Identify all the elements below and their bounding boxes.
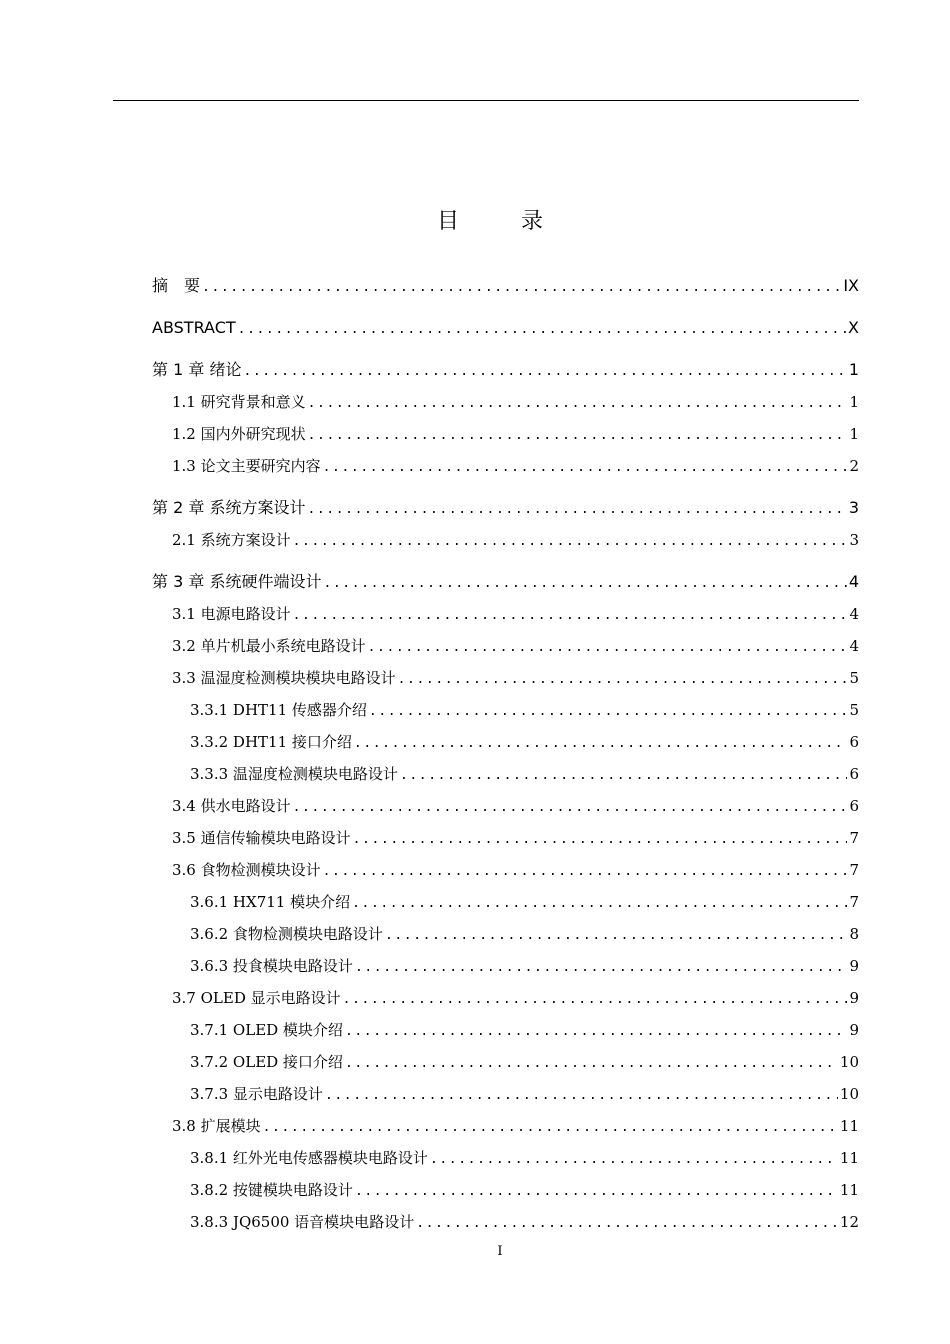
toc-dot-leader (354, 728, 848, 760)
toc-entry-page: IX (843, 276, 859, 295)
toc-entry-label: 1.3 论文主要研究内容 (172, 457, 321, 475)
toc-dot-leader (307, 494, 846, 526)
toc-entry-label: 3.2 单片机最小系统电路设计 (172, 637, 366, 655)
toc-dot-leader (355, 1176, 838, 1208)
toc-entry-label: 1.1 研究背景和意义 (172, 393, 306, 411)
toc-entry-page: 6 (849, 765, 859, 783)
toc-entry[interactable] (152, 822, 859, 854)
toc-entry-label: ABSTRACT (152, 318, 236, 337)
toc-dot-leader (355, 952, 848, 984)
toc-entry-page: 12 (839, 1213, 859, 1231)
toc-entry-label: 3.3.1 DHT11 传感器介绍 (190, 701, 367, 719)
toc-entry[interactable] (152, 1014, 859, 1046)
toc-dot-leader (369, 696, 848, 728)
toc-entry[interactable] (152, 790, 859, 822)
toc-entry-label: 3.6.1 HX711 模块介绍 (190, 893, 351, 911)
toc-entry-page: 3 (848, 498, 859, 517)
toc-entry-label: 3.4 供水电路设计 (172, 797, 291, 815)
toc-dot-leader (430, 1144, 838, 1176)
toc-entry-page: 8 (849, 925, 859, 943)
toc-dot-leader (353, 824, 848, 856)
toc-entry[interactable] (152, 758, 859, 790)
toc-entry[interactable] (152, 524, 859, 556)
toc-dot-leader (416, 1208, 838, 1240)
toc-entry-page: 9 (849, 1021, 859, 1039)
toc-entry[interactable] (152, 598, 859, 630)
toc-dot-leader (352, 888, 847, 920)
toc-entry-page: 7 (849, 861, 859, 879)
toc-entry-page: 9 (849, 989, 859, 1007)
toc-entry-page: 1 (849, 425, 859, 443)
toc-dot-leader (293, 600, 848, 632)
toc-entry-label: 第 3 章 系统硬件端设计 (152, 572, 322, 591)
toc-entry[interactable] (152, 854, 859, 886)
toc-entry-label: 3.6 食物检测模块设计 (172, 861, 321, 879)
toc-entry[interactable] (152, 1206, 859, 1238)
toc-entry[interactable] (152, 630, 859, 662)
toc-entry-page: 3 (849, 531, 859, 549)
toc-entry-label: 3.8.2 按键模块电路设计 (190, 1181, 353, 1199)
toc-entry-label: 3.7.2 OLED 接口介绍 (190, 1053, 343, 1071)
toc-dot-leader (343, 984, 848, 1016)
toc-entry-label: 3.3.2 DHT11 接口介绍 (190, 733, 352, 751)
toc-entry[interactable] (152, 492, 859, 524)
toc-dot-leader (202, 272, 841, 304)
toc-entry-page: 11 (839, 1149, 859, 1167)
toc-entry[interactable] (152, 1142, 859, 1174)
toc-entry-label: 第 2 章 系统方案设计 (152, 498, 306, 517)
toc-entry-label: 3.6.3 投食模块电路设计 (190, 957, 353, 975)
toc-entry-label: 3.7.1 OLED 模块介绍 (190, 1021, 343, 1039)
table-of-contents (152, 270, 859, 1238)
toc-entry-page: 11 (839, 1181, 859, 1199)
toc-title: 目 录 (436, 209, 563, 234)
toc-entry[interactable] (152, 354, 859, 386)
toc-entry[interactable] (152, 566, 859, 598)
toc-dot-leader (400, 760, 848, 792)
toc-entry-label: 3.8.3 JQ6500 语音模块电路设计 (190, 1213, 415, 1231)
toc-entry-label: 3.6.2 食物检测模块电路设计 (190, 925, 383, 943)
toc-entry-page: 4 (849, 605, 859, 623)
toc-entry-label: 第 1 章 绪论 (152, 360, 242, 379)
toc-dot-leader (345, 1016, 848, 1048)
toc-entry-page: 10 (839, 1053, 859, 1071)
toc-dot-leader (293, 526, 848, 558)
toc-entry-label: 3.5 通信传输模块电路设计 (172, 829, 351, 847)
toc-dot-leader (243, 356, 846, 388)
toc-entry-page: 6 (849, 797, 859, 815)
toc-entry-label: 3.1 电源电路设计 (172, 605, 291, 623)
toc-entry-page: 7 (849, 829, 859, 847)
toc-entry-page: 6 (849, 733, 859, 751)
toc-dot-leader (238, 314, 846, 346)
toc-dot-leader (308, 388, 848, 420)
toc-entry[interactable] (152, 450, 859, 482)
toc-entry-label: 3.3.3 温湿度检测模块电路设计 (190, 765, 398, 783)
header-rule (113, 100, 859, 101)
toc-entry-label: 3.7 OLED 显示电路设计 (172, 989, 341, 1007)
page-number: I (497, 1244, 503, 1259)
toc-entry[interactable] (152, 418, 859, 450)
toc-dot-leader (323, 856, 848, 888)
toc-entry-label: 3.3 温湿度检测模块模块电路设计 (172, 669, 396, 687)
toc-entry-page: 1 (848, 360, 859, 379)
toc-entry-page: 11 (839, 1117, 859, 1135)
toc-dot-leader (325, 1080, 838, 1112)
toc-entry-page: 9 (849, 957, 859, 975)
toc-entry-label: 3.8.1 红外光电传感器模块电路设计 (190, 1149, 428, 1167)
toc-dot-leader (368, 632, 848, 664)
toc-entry[interactable] (152, 662, 859, 694)
toc-entry[interactable] (152, 1078, 859, 1110)
toc-dot-leader (308, 420, 848, 452)
toc-entry[interactable] (152, 918, 859, 950)
toc-dot-leader (293, 792, 848, 824)
toc-entry[interactable] (152, 726, 859, 758)
toc-entry[interactable] (152, 1046, 859, 1078)
toc-dot-leader (345, 1048, 838, 1080)
toc-entry-page: X (848, 318, 859, 337)
toc-entry[interactable] (152, 982, 859, 1014)
toc-entry-page: 1 (849, 393, 859, 411)
toc-entry[interactable] (152, 1110, 859, 1142)
toc-dot-leader (323, 568, 846, 600)
toc-entry-label: 1.2 国内外研究现状 (172, 425, 306, 443)
toc-entry-label: 3.8 扩展模块 (172, 1117, 261, 1135)
toc-entry-page: 4 (848, 572, 859, 591)
toc-entry-page: 2 (849, 457, 859, 475)
toc-dot-leader (263, 1112, 838, 1144)
toc-entry-label: 3.7.3 显示电路设计 (190, 1085, 323, 1103)
toc-entry-page: 5 (849, 701, 859, 719)
toc-entry-page: 5 (849, 669, 859, 687)
toc-dot-leader (323, 452, 848, 484)
toc-entry-page: 4 (849, 637, 859, 655)
toc-entry[interactable] (152, 886, 859, 918)
toc-entry[interactable] (152, 694, 859, 726)
toc-entry-label: 摘 要 (152, 276, 201, 295)
toc-entry[interactable] (152, 950, 859, 982)
toc-entry-label: 2.1 系统方案设计 (172, 531, 291, 549)
toc-entry[interactable] (152, 312, 859, 344)
toc-entry[interactable] (152, 270, 859, 302)
toc-entry[interactable] (152, 386, 859, 418)
toc-entry[interactable] (152, 1174, 859, 1206)
toc-entry-page: 7 (849, 893, 859, 911)
toc-dot-leader (398, 664, 848, 696)
toc-dot-leader (385, 920, 848, 952)
toc-entry-page: 10 (839, 1085, 859, 1103)
